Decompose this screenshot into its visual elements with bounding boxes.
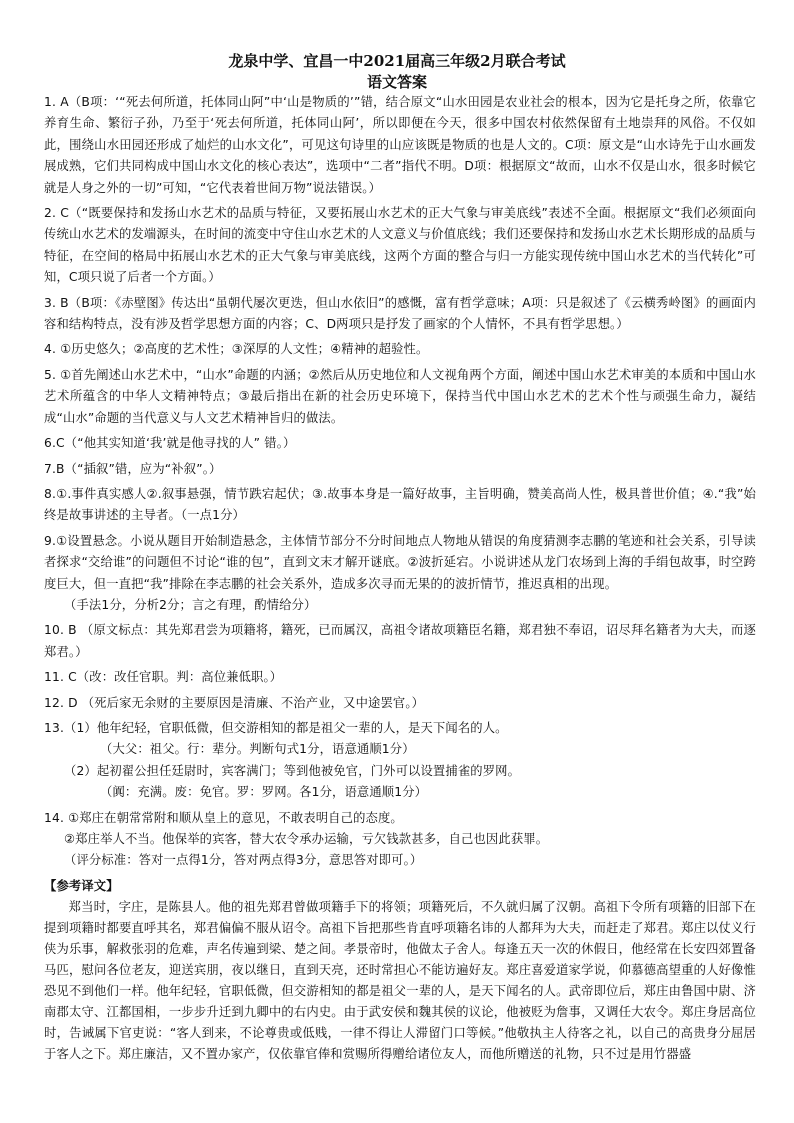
answer-12: 12. D （死后家无余财的主要原因是清廉、不治产业，又中途罢官。） <box>44 695 425 710</box>
answer-8: 8.①.事件真实感人②.叙事悬强，情节跌宕起伏；③.故事本身是一篇好故事，主旨明确，赞美高尚人性，极具普世价值；④.“我”始终是故事讲述的主导者。（一点1分） <box>44 486 756 523</box>
answer-4: 4. ①历史悠久；②高度的艺术性；③深厚的人文性；④精神的超验性。 <box>44 342 429 357</box>
answer-list <box>44 92 756 1065</box>
answer-11: 11. C（改：改任官职。判：高位兼低职。） <box>44 670 283 685</box>
answer-13-1-scoring: （大父：祖父。行：辈分。判断句式1分，语意通顺1分） <box>100 742 415 757</box>
page-subtitle: 语文答案 <box>366 73 427 91</box>
answer-14-2: ②郑庄举人不当。他保举的宾客，替大农令承办运输，亏欠钱款甚多，自己也因此获罪。 <box>64 832 549 846</box>
answer-5: 5. ①首先阐述山水艺术中，“山水”命题的内涵；②然后从历史地位和人文视角两个方面，阐述中国山水艺术审美的本质和中国山水艺术所蕴含的中华人文精神特点；③最后指出在新的社会历史环境下，保持当代中国山水艺术的艺术个性与顽强生命力，凝结成“山水”命题的当代意义与人文艺术精神旨归的做法。 <box>44 367 756 425</box>
answer-13-2-scoring: （阗：充满。废：免官。罗：罗网。各1分，语意通顺1分） <box>100 785 428 800</box>
answer-13-2: （2）起初翟公担任廷尉时，宾客满门；等到他被免官，门外可以设置捕雀的罗网。 <box>64 763 521 778</box>
answer-7: 7.B（“插叙”错，应为“补叙”。） <box>44 461 222 476</box>
answer-3: 3. B（B项：《赤壁图》传达出“虽朝代屡次更迭，但山水依旧”的感慨，富有哲学意味；A项：只是叙述了《云横秀岭图》的画面内容和结构特点，没有涉及哲学思想方面的内容；C、D两项只是抒发了画家的个人情怀，不具有哲学思想。） <box>44 295 756 332</box>
answer-2: 2. C（“既要保持和发扬山水艺术的品质与特征，又要拓展山水艺术的正大气象与审美底线”表述不全面。根据原文“我们必须面向传统山水艺术的发端源头，在时间的流变中守住山水艺术的人文意义与价值底线；我们还要保持和发扬山水艺术长期形成的品质与特征，在空间的格局中拓展山水艺术的正大气象与审美底线，这两个方面的整合与归一方能实现传统中国山水艺术的当代转化”可知，C项只说了后者一个方面。） <box>44 206 756 285</box>
answer-9: 9.①设置悬念。小说从题目开始制造悬念，主体情节部分不分时间地点人物地从错误的角度猜测李志鹏的笔迹和社会关系，引导读者探求“交给谁”的问题但不讨论“谁的包”，直到文末才解开谜底。②波折延宕。小说讲述从龙门农场到上海的手绢包故事，时空跨度巨大，但一直把“我”排除在李志鹏的社会关系外，造成多次寻而无果的的波折情节，推迟真相的出现。 <box>44 533 756 591</box>
reference-translation-heading: 【参考译文】 <box>44 878 119 893</box>
reference-translation-text: 郑当时，字庄，是陈县人。他的祖先郑君曾做项籍手下的将领；项籍死后，不久就归属了汉朝。高祖下令所有项籍的旧部下在提到项籍时都要直呼其名，郑君偏偏不服从诏令。高祖下旨把那些肯直呼项籍名讳的人都拜为大夫，而赶走了郑君。郑庄以仗义行侠为乐事，解救张羽的危难，声名传遍到梁、楚之间。孝景帝时，他做太子舍人。每逢五天一次的休假日，他经常在长安四郊置备马匹，慰问各位老友，迎送宾朋，夜以继日，直到天亮，还时常担心不能访遍好友。郑庄喜爱道家学说，仰慕德高望重的人好像惟恐见不到他们一样。他年纪轻，官职低微，但交游相知的都是祖父一辈的人，是天下闻名的人。武帝即位后，郑庄由鲁国中尉、济南郡太守、江都国相，一步步升迁到九卿中的右内史。由于武安侯和魏其侯的议论，他被贬为詹事，又调任大农令。郑庄身居高位时，告诫属下官吏说：“客人到来，不论尊贵或低贱，一律不得让人滞留门口等候。”他敬执主人待客之礼，以自己的高贵身分屈居于客人之下。郑庄廉洁，又不置办家产，仅依靠官俸和赏赐所得赠给诸位友人，而他所赠送的礼物，只不过是用竹器盛 <box>44 900 756 1062</box>
answer-1: 1. A（B项：‘“死去何所道，托体同山阿”中‘山是物质的’”错，结合原文“山水田园是农业社会的根本，因为它是托身之所，依靠它养育生命、繁衍子孙，乃至于‘死去何所道，托体同山阿’，所以即便在今天，很多中国农村依然保留有土地崇拜的风俗。不仅如此，围绕山水田园还形成了灿烂的山水文化”，可见这句诗里的山应该既是物质的也是人文的。C项：原文是“山水诗先于山水画发展成熟，它们共同构成中国山水文化的核心表达”，选项中“二者”指代不明。D项：根据原文“故而，山水不仅是山水，很多时候它就是人身之外的一切”可知，“它代表着世间万物”说法错误。） <box>44 95 756 195</box>
answer-14-scoring: （评分标准：答对一点得1分，答对两点得3分，意思答对即可。） <box>64 853 423 868</box>
answer-14-1: 14. ①郑庄在朝常常附和顺从皇上的意见，不敢表明自己的态度。 <box>44 810 403 825</box>
answer-9-scoring: （手法1分，分析2分；言之有理，酌情给分） <box>64 597 317 612</box>
answer-6: 6.C（“他其实知道‘我’就是他寻找的人” 错。） <box>44 436 296 451</box>
page-title: 龙泉中学、宜昌一中2021届高三年级2月联合考试 <box>228 52 566 70</box>
answer-13-1: 13.（1）他年纪轻，官职低微，但交游相知的都是祖父一辈的人，是天下闻名的人。 <box>44 720 508 735</box>
answer-10: 10. B （原文标点：其先郑君尝为项籍将，籍死，已而属汉，高祖令诸故项籍臣名籍，郑君独不奉诏，诏尽拜名籍者为大夫，而逐郑君。） <box>44 623 756 659</box>
